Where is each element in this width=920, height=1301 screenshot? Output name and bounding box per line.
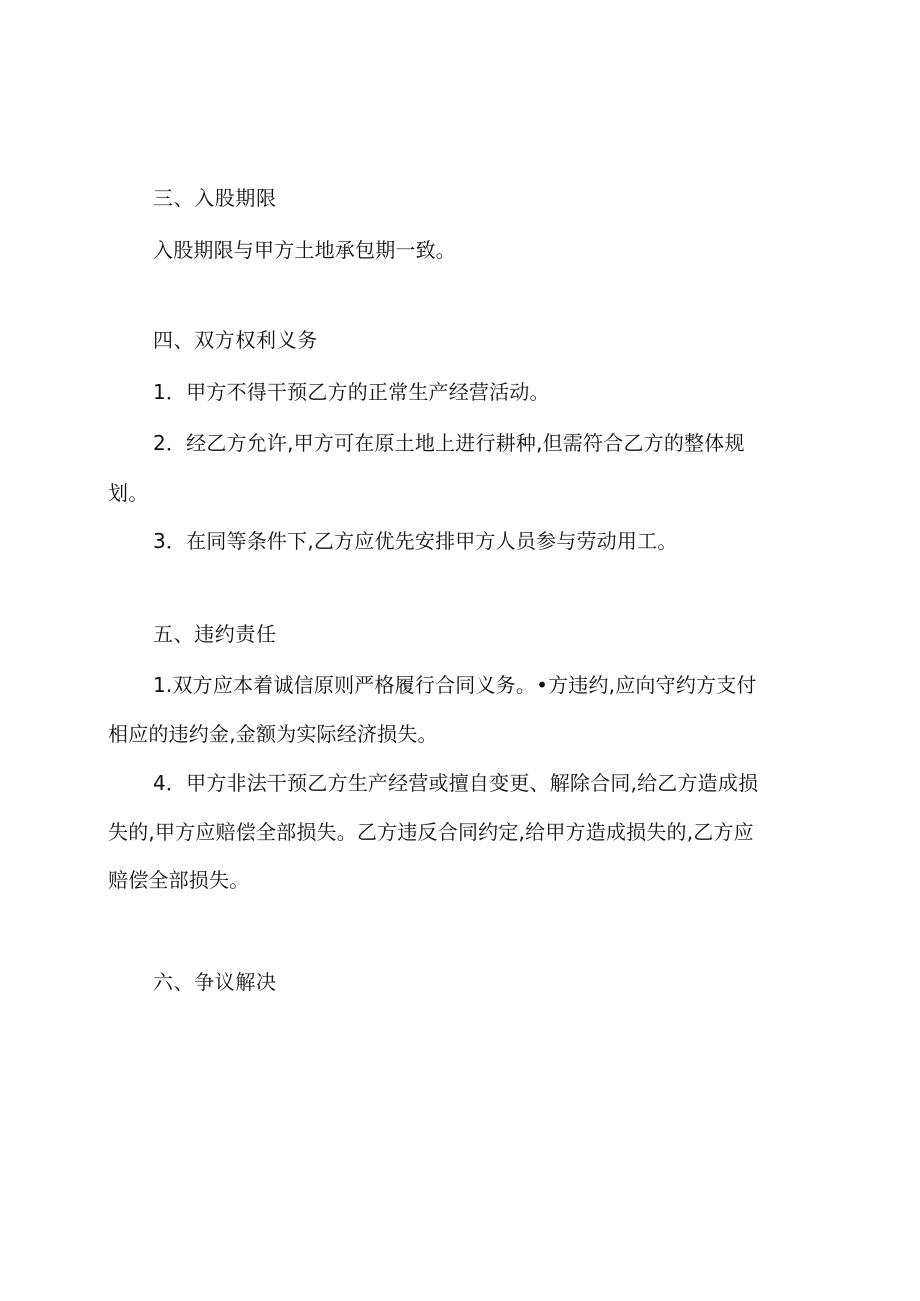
- paragraph-liability-2-line-3: 赔偿全部损失。: [108, 868, 250, 892]
- section-heading-liability: 五、违约责任: [153, 622, 277, 646]
- section-heading-rights: 四、双方权利义务: [153, 328, 318, 352]
- paragraph-rights-2-line-2: 划。: [108, 481, 149, 505]
- paragraph-liability-1-line-1: 1.双方应本着诚信原则严格履行合同义务。•方违约,应向守约方支付: [153, 673, 757, 697]
- paragraph-liability-2-line-1: 4．甲方非法干预乙方生产经营或擅自变更、解除合同,给乙方造成损: [153, 771, 759, 795]
- section-heading-dispute: 六、争议解决: [153, 970, 277, 994]
- paragraph-rights-2-line-1: 2．经乙方允许,甲方可在原土地上进行耕种,但需符合乙方的整体规: [153, 431, 745, 455]
- paragraph-rights-3-line-1: 3．在同等条件下,乙方应优先安排甲方人员参与劳动用工。: [153, 529, 678, 553]
- paragraph-liability-2-line-2: 失的,甲方应赔偿全部损失。乙方违反合同约定,给甲方造成损失的,乙方应: [108, 820, 754, 844]
- paragraph-liability-1-line-2: 相应的违约金,金额为实际经济损失。: [108, 722, 438, 746]
- paragraph-term-line-1: 入股期限与甲方土地承包期一致。: [153, 238, 456, 262]
- section-heading-term: 三、入股期限: [153, 186, 277, 210]
- paragraph-rights-1-line-1: 1．甲方不得干预乙方的正常生产经营活动。: [153, 380, 550, 404]
